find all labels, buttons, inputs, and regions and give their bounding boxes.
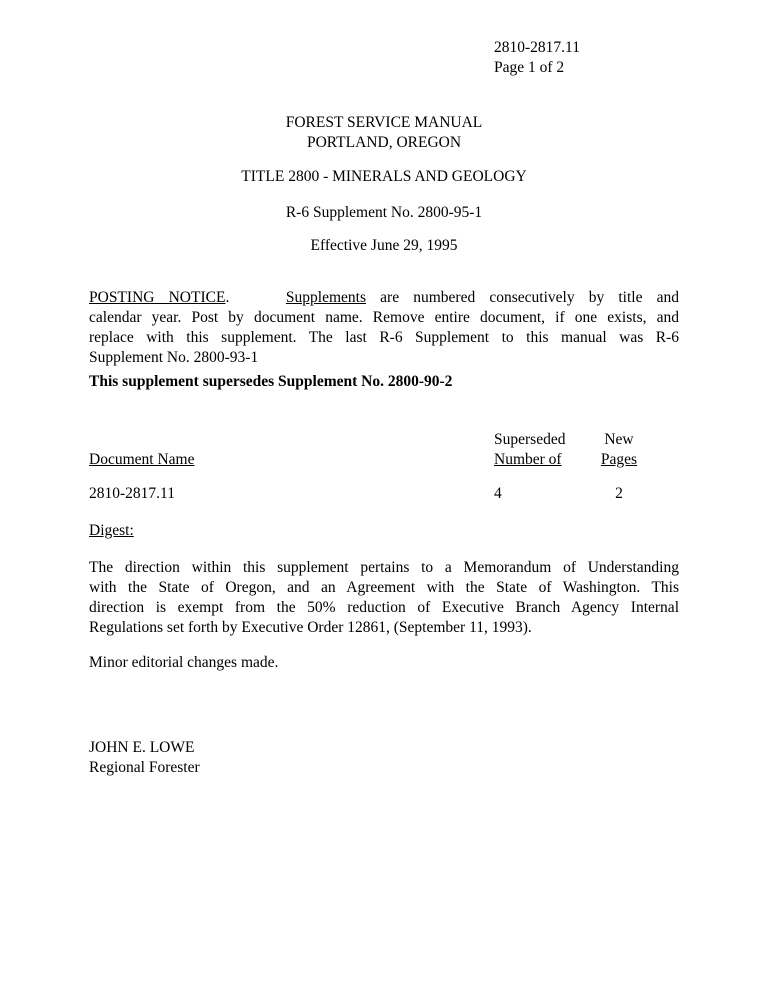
page-number: Page 1 of 2 bbox=[494, 59, 565, 76]
column-header-superseded: Superseded Number of bbox=[494, 431, 566, 468]
posting-notice-line3: replace with this supplement. The last R-6 Supplement to this manual was R-6 bbox=[89, 329, 679, 346]
supersedes-statement: This supplement supersedes Supplement No. 2800-90-2 bbox=[89, 373, 453, 390]
manual-location: PORTLAND, OREGON bbox=[306, 134, 462, 151]
posting-notice-line1: POSTING NOTICE. Supplements are numbered consecutively by title and bbox=[89, 289, 680, 306]
minor-changes-note: Minor editorial changes made. bbox=[89, 654, 279, 671]
posting-notice-line2: calendar year. Post by document name. Remove entire document, if one exists, and bbox=[89, 309, 679, 326]
effective-date: Effective June 29, 1995 bbox=[310, 237, 458, 254]
posting-notice-label: POSTING NOTICE bbox=[89, 289, 226, 306]
document-header bbox=[494, 38, 674, 78]
manual-title-number: TITLE 2800 - MINERALS AND GEOLOGY bbox=[241, 168, 527, 185]
signatory-title: Regional Forester bbox=[89, 759, 200, 776]
table-row-new-pages: 2 bbox=[615, 485, 623, 502]
manual-title: FOREST SERVICE MANUAL bbox=[285, 114, 483, 131]
digest-body: The direction within this supplement pertains to a Memorandum of Understanding with the State of Oregon, and an Agreement with the State of Washington. This direction is exempt from the 50% reduction of Executive Branch Agency Internal Regulations set forth by Executive Order 12861, (September 11, 1993). bbox=[89, 559, 679, 636]
document-code: 2810-2817.11 bbox=[494, 39, 580, 56]
table-row-superseded: 4 bbox=[494, 485, 502, 502]
posting-notice-line4: Supplement No. 2800-93-1 bbox=[89, 349, 259, 366]
table-row-document-name: 2810-2817.11 bbox=[89, 485, 175, 502]
digest-label: Digest: bbox=[89, 522, 134, 539]
posting-notice bbox=[89, 288, 679, 368]
supplement-number: R-6 Supplement No. 2800-95-1 bbox=[285, 204, 483, 221]
signatory-name: JOHN E. LOWE bbox=[89, 739, 195, 756]
column-header-new-pages: New Pages bbox=[600, 431, 638, 468]
supplements-word: Supplements bbox=[285, 289, 367, 306]
column-header-document-name: Document Name bbox=[89, 451, 195, 468]
